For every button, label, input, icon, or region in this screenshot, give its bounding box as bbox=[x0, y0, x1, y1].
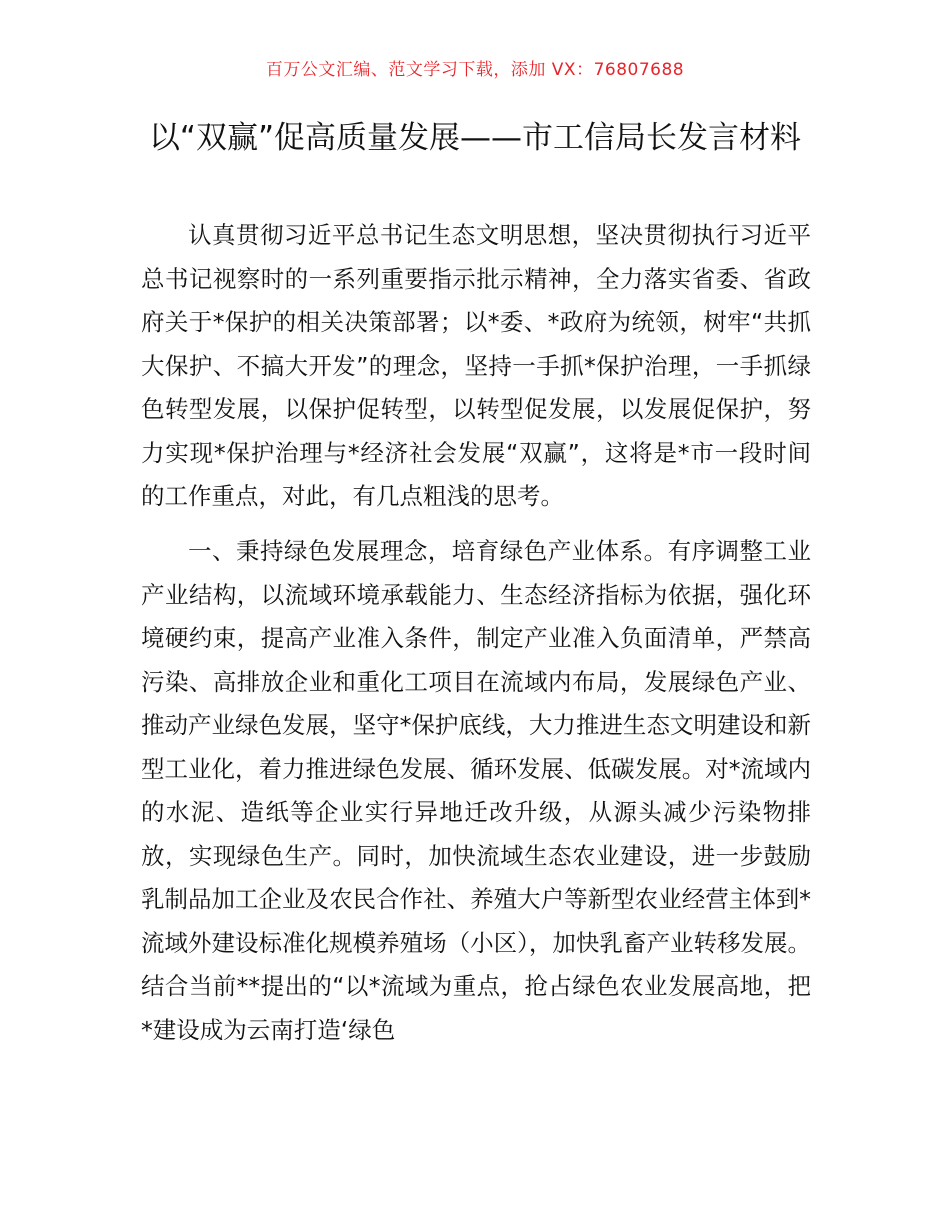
body-paragraph-section-one: 一、秉持绿色发展理念，培育绿色产业体系。有序调整工业产业结构，以流域环境承载能力、生态经济指标为依据，强化环境硬约束，提高产业准入条件，制定产业准入负面清单，严禁高污染、高排放企业和重化工项目在流域内布局，发展绿色产业、推动产业绿色发展，坚守*保护底线，大力推进生态文明建设和新型工业化，着力推进绿色发展、循环发展、低碳发展。对*流域内的水泥、造纸等企业实行异地迁改升级，从源头减少污染物排放，实现绿色生产。同时，加快流域生态农业建设，进一步鼓励乳制品加工企业及农民合作社、养殖大户等新型农业经营主体到*流域外建设标准化规模养殖场（小区），加快乳畜产业转移发展。结合当前**提出的“以*流域为重点，抢占绿色农业发展高地，把*建设成为云南打造‘绿色 bbox=[141, 537, 811, 1044]
body-paragraph-intro: 认真贯彻习近平总书记生态文明思想，坚决贯彻执行习近平总书记视察时的一系列重要指示批示精神，全力落实省委、省政府关于*保护的相关决策部署；以*委、*政府为统领，树牢“共抓大保护、不搞大开发”的理念，坚持一手抓*保护治理，一手抓绿色转型发展，以保护促转型，以转型促发展，以发展促保护，努力实现*保护治理与*经济社会发展“双赢”，这将是*市一段时间的工作重点，对此，有几点粗浅的思考。 bbox=[141, 221, 811, 510]
document-title: 以“双赢”促高质量发展——市工信局长发言材料 bbox=[148, 120, 802, 156]
header-watermark-note: 百万公文汇编、范文学习下载，添加 VX：76807688 bbox=[265, 60, 685, 80]
